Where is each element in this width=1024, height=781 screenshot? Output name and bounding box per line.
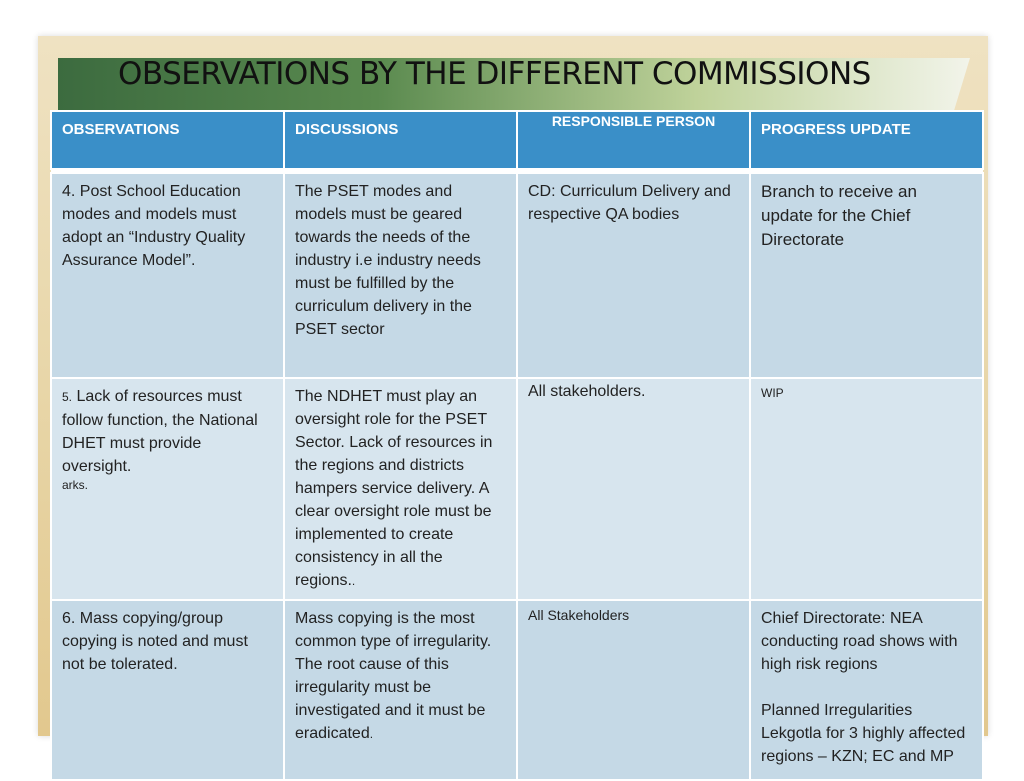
header-observations: OBSERVATIONS xyxy=(51,111,284,169)
discussion-cell: The NDHET must play an oversight role for the PSET Sector. Lack of resources in the regions and districts hampers service delivery. A clear oversight role must be implemented to create consistency in all the regions.. xyxy=(284,378,517,600)
observation-note: arks. xyxy=(62,478,89,492)
observation-cell: 4. Post School Education modes and models must adopt an “Industry Quality Assurance Model”. xyxy=(51,173,284,378)
progress-cell: WIP xyxy=(750,378,983,600)
table-row xyxy=(51,600,983,780)
commissions-table xyxy=(50,110,984,781)
observation-cell: 5. Lack of resources must follow function, the National DHET must provide oversight. arks. xyxy=(51,378,284,600)
discussion-cell: The PSET modes and models must be geared towards the needs of the industry i.e industry needs must be fulfilled by the curriculum delivery in the PSET sector xyxy=(284,173,517,378)
responsible-cell: All stakeholders. xyxy=(517,378,750,600)
discussion-cell: Mass copying is the most common type of irregularity. The root cause of this irregularity must be investigated and it must be eradicated. xyxy=(284,600,517,780)
progress-cell: Branch to receive an update for the Chief Directorate xyxy=(750,173,983,378)
table-row xyxy=(51,173,983,378)
header-responsible-person: RESPONSIBLE PERSON xyxy=(517,111,750,169)
header-progress-update: PROGRESS UPDATE xyxy=(750,111,983,169)
responsible-cell: All Stakeholders xyxy=(517,600,750,780)
observation-cell: 6. Mass copying/group copying is noted and must not be tolerated. xyxy=(51,600,284,780)
table-header-row xyxy=(51,111,983,169)
header-discussions: DISCUSSIONS xyxy=(284,111,517,169)
table-row xyxy=(51,378,983,600)
slide-title: OBSERVATIONS BY THE DIFFERENT COMMISSIONS xyxy=(118,56,871,92)
responsible-cell: CD: Curriculum Delivery and respective QA bodies xyxy=(517,173,750,378)
progress-cell: Chief Directorate: NEA conducting road shows with high risk regions Planned Irregularities Lekgotla for 3 highly affected regions – KZN; EC and MP xyxy=(750,600,983,780)
